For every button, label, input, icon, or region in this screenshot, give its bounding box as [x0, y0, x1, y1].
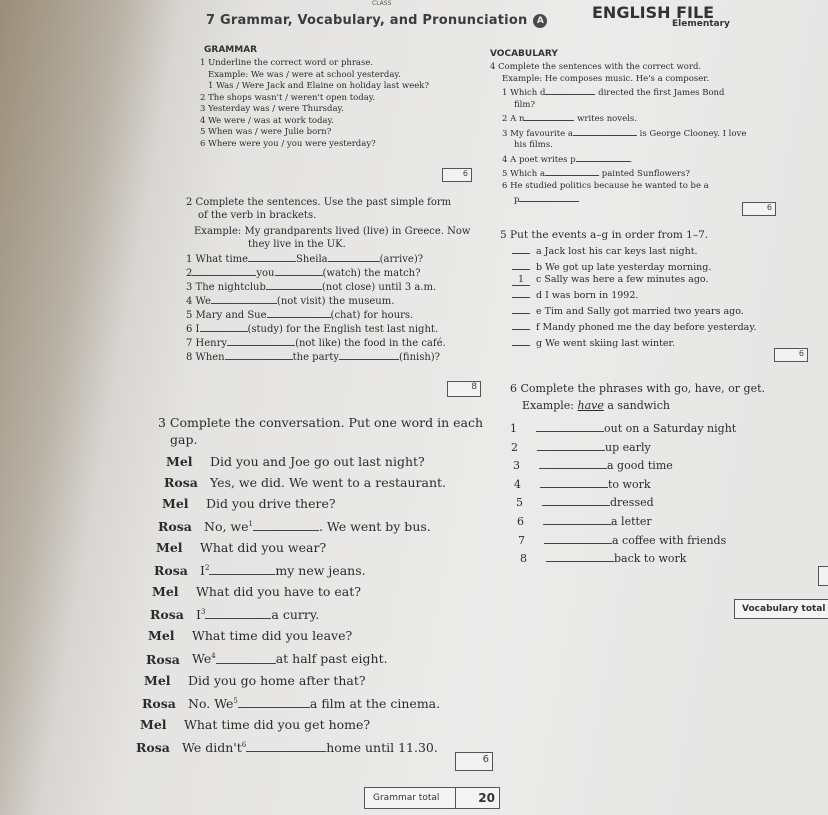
conversation-line	[136, 646, 476, 669]
speaker-name: Rosa	[164, 475, 198, 490]
ex5-item	[512, 318, 800, 334]
speech-text: No, we	[204, 519, 249, 535]
ex6-item	[510, 513, 810, 532]
gap-number: 6	[241, 740, 247, 749]
ex6-item	[510, 457, 810, 476]
book-logo: ENGLISH FILE	[592, 3, 715, 22]
speech-text: at half past eight.	[275, 651, 388, 667]
phrase-text: a coffee with friends	[612, 533, 727, 547]
ex6-item	[510, 439, 810, 458]
speaker-name: Rosa	[150, 607, 184, 623]
speech-text: What time did you leave?	[192, 628, 353, 644]
ex4-score-box	[742, 202, 776, 216]
speaker-name: Rosa	[142, 695, 176, 711]
ex2-item: 8 When the party (finish)?	[186, 352, 441, 363]
phrase-text: a letter	[611, 514, 652, 528]
speech-text: . We went by bus.	[318, 519, 431, 535]
ex2-score-box	[447, 381, 481, 397]
ex6-item	[510, 494, 810, 513]
speech-text: my new jeans.	[275, 563, 366, 579]
speech-text: a film at the cinema.	[309, 695, 441, 711]
gap-number: 1	[248, 520, 253, 528]
ex4-item: 4 A poet writes p .	[490, 152, 770, 167]
test-version-badge: A	[533, 14, 547, 28]
conversation-line	[136, 537, 476, 558]
ex2-item: 6 I (study) for the English test last night.	[186, 324, 439, 335]
speech-text: We	[192, 651, 212, 667]
conversation-line	[136, 472, 476, 493]
ex6-item	[510, 550, 810, 569]
grammar-ex3	[158, 414, 488, 448]
grammar-total-value: 20	[478, 791, 495, 805]
ex2-instruction: 2 Complete the sentences. Use the past simple form	[186, 197, 452, 208]
ex4-item: 6 He studied politics because he wanted to be a	[502, 180, 709, 191]
ex5-score: 6	[798, 349, 804, 358]
order-blank	[512, 286, 530, 298]
ex4-score: 6	[766, 203, 772, 212]
ex4-item: 2 A n writes novels.	[490, 111, 770, 126]
ex4-item-cont: p	[490, 192, 770, 207]
vocab-ex4	[490, 62, 770, 207]
ex6-instruction: 6 Complete the phrases with go, have, or get.	[510, 382, 766, 395]
grammar-heading: GRAMMAR	[204, 45, 258, 55]
ex5-item	[512, 274, 800, 286]
vocab-ex5	[500, 228, 800, 350]
speaker-name: Rosa	[158, 519, 192, 535]
answer-gap	[540, 478, 608, 488]
conversation-line	[136, 670, 476, 691]
speaker-name: Mel	[148, 628, 175, 644]
answer-gap	[543, 515, 611, 525]
item-number: 1	[510, 422, 517, 435]
ex5-instruction: 5 Put the events a–g in order from 1–7.	[500, 229, 709, 241]
ex2-item: 4 We (not visit) the museum.	[186, 296, 395, 307]
phrase-text: dressed	[610, 496, 654, 510]
ex4-item: 1 Which d directed the first James Bond	[490, 85, 770, 100]
phrase-text: a good time	[607, 459, 673, 473]
speaker-name: Mel	[156, 540, 183, 556]
ex2-item: 7 Henry (not like) the food in the café.	[186, 338, 446, 349]
speech-text: We didn't	[182, 739, 242, 755]
ex2-item: 5 Mary and Sue (chat) for hours.	[186, 310, 414, 321]
class-tag: CLASS	[372, 0, 392, 7]
conversation-line	[136, 714, 476, 735]
ex4-item-cont: film?	[514, 99, 536, 110]
vocabulary-heading: VOCABULARY	[490, 49, 558, 59]
conversation-line	[136, 514, 476, 537]
speech-text: I	[196, 607, 201, 623]
ex1-item: 4 We were / was at work today.	[200, 115, 334, 126]
speaker-name: Mel	[162, 496, 189, 511]
grammar-ex2	[186, 196, 486, 251]
ex2-instruction-cont: of the verb in brackets.	[198, 210, 317, 221]
ex3-score-box	[455, 752, 493, 771]
ex6-example: Example: have a sandwich	[522, 399, 670, 412]
order-blank	[512, 242, 530, 254]
conversation-line	[136, 558, 476, 581]
ex5-item	[512, 334, 800, 350]
event-text: c Sally was here a few minutes ago.	[536, 274, 709, 285]
ex2-item: 2 you (watch) the match?	[186, 268, 421, 279]
speaker-name: Mel	[144, 672, 171, 688]
item-number: 2	[511, 440, 518, 454]
event-text: g We went skiing last winter.	[536, 338, 676, 349]
page-title	[206, 13, 547, 28]
order-blank	[512, 318, 530, 330]
ex6-score-box	[818, 566, 828, 586]
answer-gap	[209, 565, 275, 575]
phrase-text: out on a Saturday night	[604, 422, 737, 435]
speech-text: What did you have to eat?	[196, 584, 361, 600]
item-number: 3	[513, 459, 520, 473]
ex5-item	[512, 302, 800, 318]
answer-gap	[216, 654, 276, 664]
phrase-text: up early	[605, 440, 651, 454]
ex3-score: 6	[482, 754, 489, 765]
ex4-instruction: 4 Complete the sentences with the correct word.	[490, 62, 702, 72]
ex1-score-box	[442, 168, 472, 182]
speaker-name: Mel	[152, 584, 179, 600]
order-blank	[512, 258, 530, 270]
speech-text: Yes, we did. We went to a restaurant.	[210, 475, 447, 490]
speaker-name: Rosa	[136, 739, 170, 755]
order-blank: 1	[512, 274, 530, 286]
vocabulary-total-box	[734, 599, 828, 619]
ex1-item: 1 Was / Were Jack and Elaine on holiday last week?	[208, 81, 430, 91]
conversation-line	[136, 735, 476, 758]
gap-number: 5	[233, 696, 238, 705]
page-title-text: 7 Grammar, Vocabulary, and Pronunciation	[206, 13, 528, 28]
ex1-instruction: 1 Underline the correct word or phrase.	[200, 58, 374, 68]
grammar-ex1	[200, 58, 480, 150]
answer-gap	[536, 422, 604, 432]
answer-gap	[205, 609, 271, 619]
gap-number: 2	[204, 564, 210, 573]
gap-number: 4	[211, 652, 216, 661]
speech-text: Did you and Joe go out last night?	[210, 454, 425, 469]
ex2-item: 3 The nightclub (not close) until 3 a.m.	[186, 282, 437, 293]
ex3-conversation	[136, 451, 476, 758]
ex2-score: 8	[471, 382, 477, 392]
item-number: 5	[516, 496, 523, 510]
conversation-line	[136, 451, 476, 472]
ex1-item: 5 When was / were Julie born?	[200, 127, 332, 137]
event-text: b We got up late yesterday morning.	[536, 262, 712, 273]
conversation-line	[136, 581, 476, 602]
conversation-line	[136, 691, 476, 714]
ex6-item	[510, 532, 810, 551]
ex4-example: Example: He composes music. He's a composer.	[502, 73, 710, 84]
speech-text: Did you drive there?	[206, 496, 336, 511]
ex1-item: 2 The shops wasn't / weren't open today.	[200, 92, 376, 103]
speech-text: home until 11.30.	[326, 739, 438, 755]
conversation-line	[136, 625, 476, 646]
item-number: 4	[514, 477, 521, 491]
answer-gap	[253, 521, 319, 531]
order-blank	[512, 334, 530, 346]
event-text: f Mandy phoned me the day before yesterday.	[536, 322, 757, 333]
vocab-ex6	[510, 380, 810, 414]
book-level: Elementary	[672, 19, 730, 29]
grammar-total-label: Grammar total	[373, 793, 440, 803]
ex1-item: 6 Where were you / you were yesterday?	[200, 138, 376, 149]
ex5-item	[512, 258, 800, 274]
ex5-list	[500, 242, 800, 350]
answer-gap	[539, 459, 607, 469]
conversation-line	[136, 602, 476, 625]
ex1-example: Example: We was / were at school yesterday.	[208, 69, 401, 80]
ex6-list	[510, 420, 810, 569]
ex3-instruction-cont: gap.	[170, 432, 198, 447]
ex4-item: 5 Which a painted Sunflowers?	[490, 166, 770, 181]
ex2-items	[186, 252, 486, 364]
ex1-item: 3 Yesterday was / were Thursday.	[200, 104, 344, 114]
event-text: d I was born in 1992.	[536, 290, 639, 301]
phrase-text: back to work	[614, 552, 687, 566]
speaker-name: Rosa	[146, 651, 180, 667]
ex1-score: 6	[462, 169, 468, 178]
conversation-line	[136, 493, 476, 514]
answer-gap	[544, 534, 612, 544]
speaker-name: Rosa	[154, 563, 188, 579]
speech-text: Did you go home after that?	[188, 672, 366, 688]
speaker-name: Mel	[140, 716, 167, 732]
speaker-name: Mel	[166, 454, 193, 469]
event-text: a Jack lost his car keys last night.	[536, 246, 698, 257]
ex4-item-cont: his films.	[514, 140, 553, 150]
ex5-item	[512, 286, 800, 302]
ex5-score-box	[774, 348, 808, 362]
ex4-item: 3 My favourite a is George Clooney. I love	[490, 126, 770, 141]
ex6-item	[510, 476, 810, 495]
order-blank	[512, 302, 530, 314]
speech-text: I	[200, 563, 205, 579]
answer-gap	[537, 441, 605, 451]
speech-text: No. We	[188, 695, 234, 711]
ex2-example-cont: they live in the UK.	[248, 239, 346, 250]
answer-gap	[238, 698, 310, 708]
speech-text: a curry.	[271, 607, 320, 623]
ex2-example: Example: My grandparents lived (live) in Greece. Now	[194, 226, 471, 237]
speech-text: What did you wear?	[200, 540, 327, 556]
answer-gap	[542, 496, 610, 506]
ex3-instruction: 3 Complete the conversation. Put one word in each	[158, 415, 484, 430]
grammar-total-box	[364, 787, 500, 809]
divider	[455, 788, 456, 808]
ex2-item: 1 What time Sheila (arrive)?	[186, 254, 424, 265]
vocabulary-total-label: Vocabulary total	[742, 604, 826, 614]
answer-gap	[546, 552, 614, 562]
phrase-text: to work	[608, 477, 651, 491]
ex5-item	[512, 242, 800, 258]
answer-gap	[246, 742, 326, 752]
item-number: 6	[517, 514, 524, 528]
item-number: 8	[520, 552, 527, 566]
gap-number: 3	[200, 608, 206, 617]
event-text: e Tim and Sally got married two years ago.	[536, 306, 744, 317]
speech-text: What time did you get home?	[184, 716, 371, 732]
ex6-item	[510, 420, 810, 439]
item-number: 7	[518, 533, 525, 547]
